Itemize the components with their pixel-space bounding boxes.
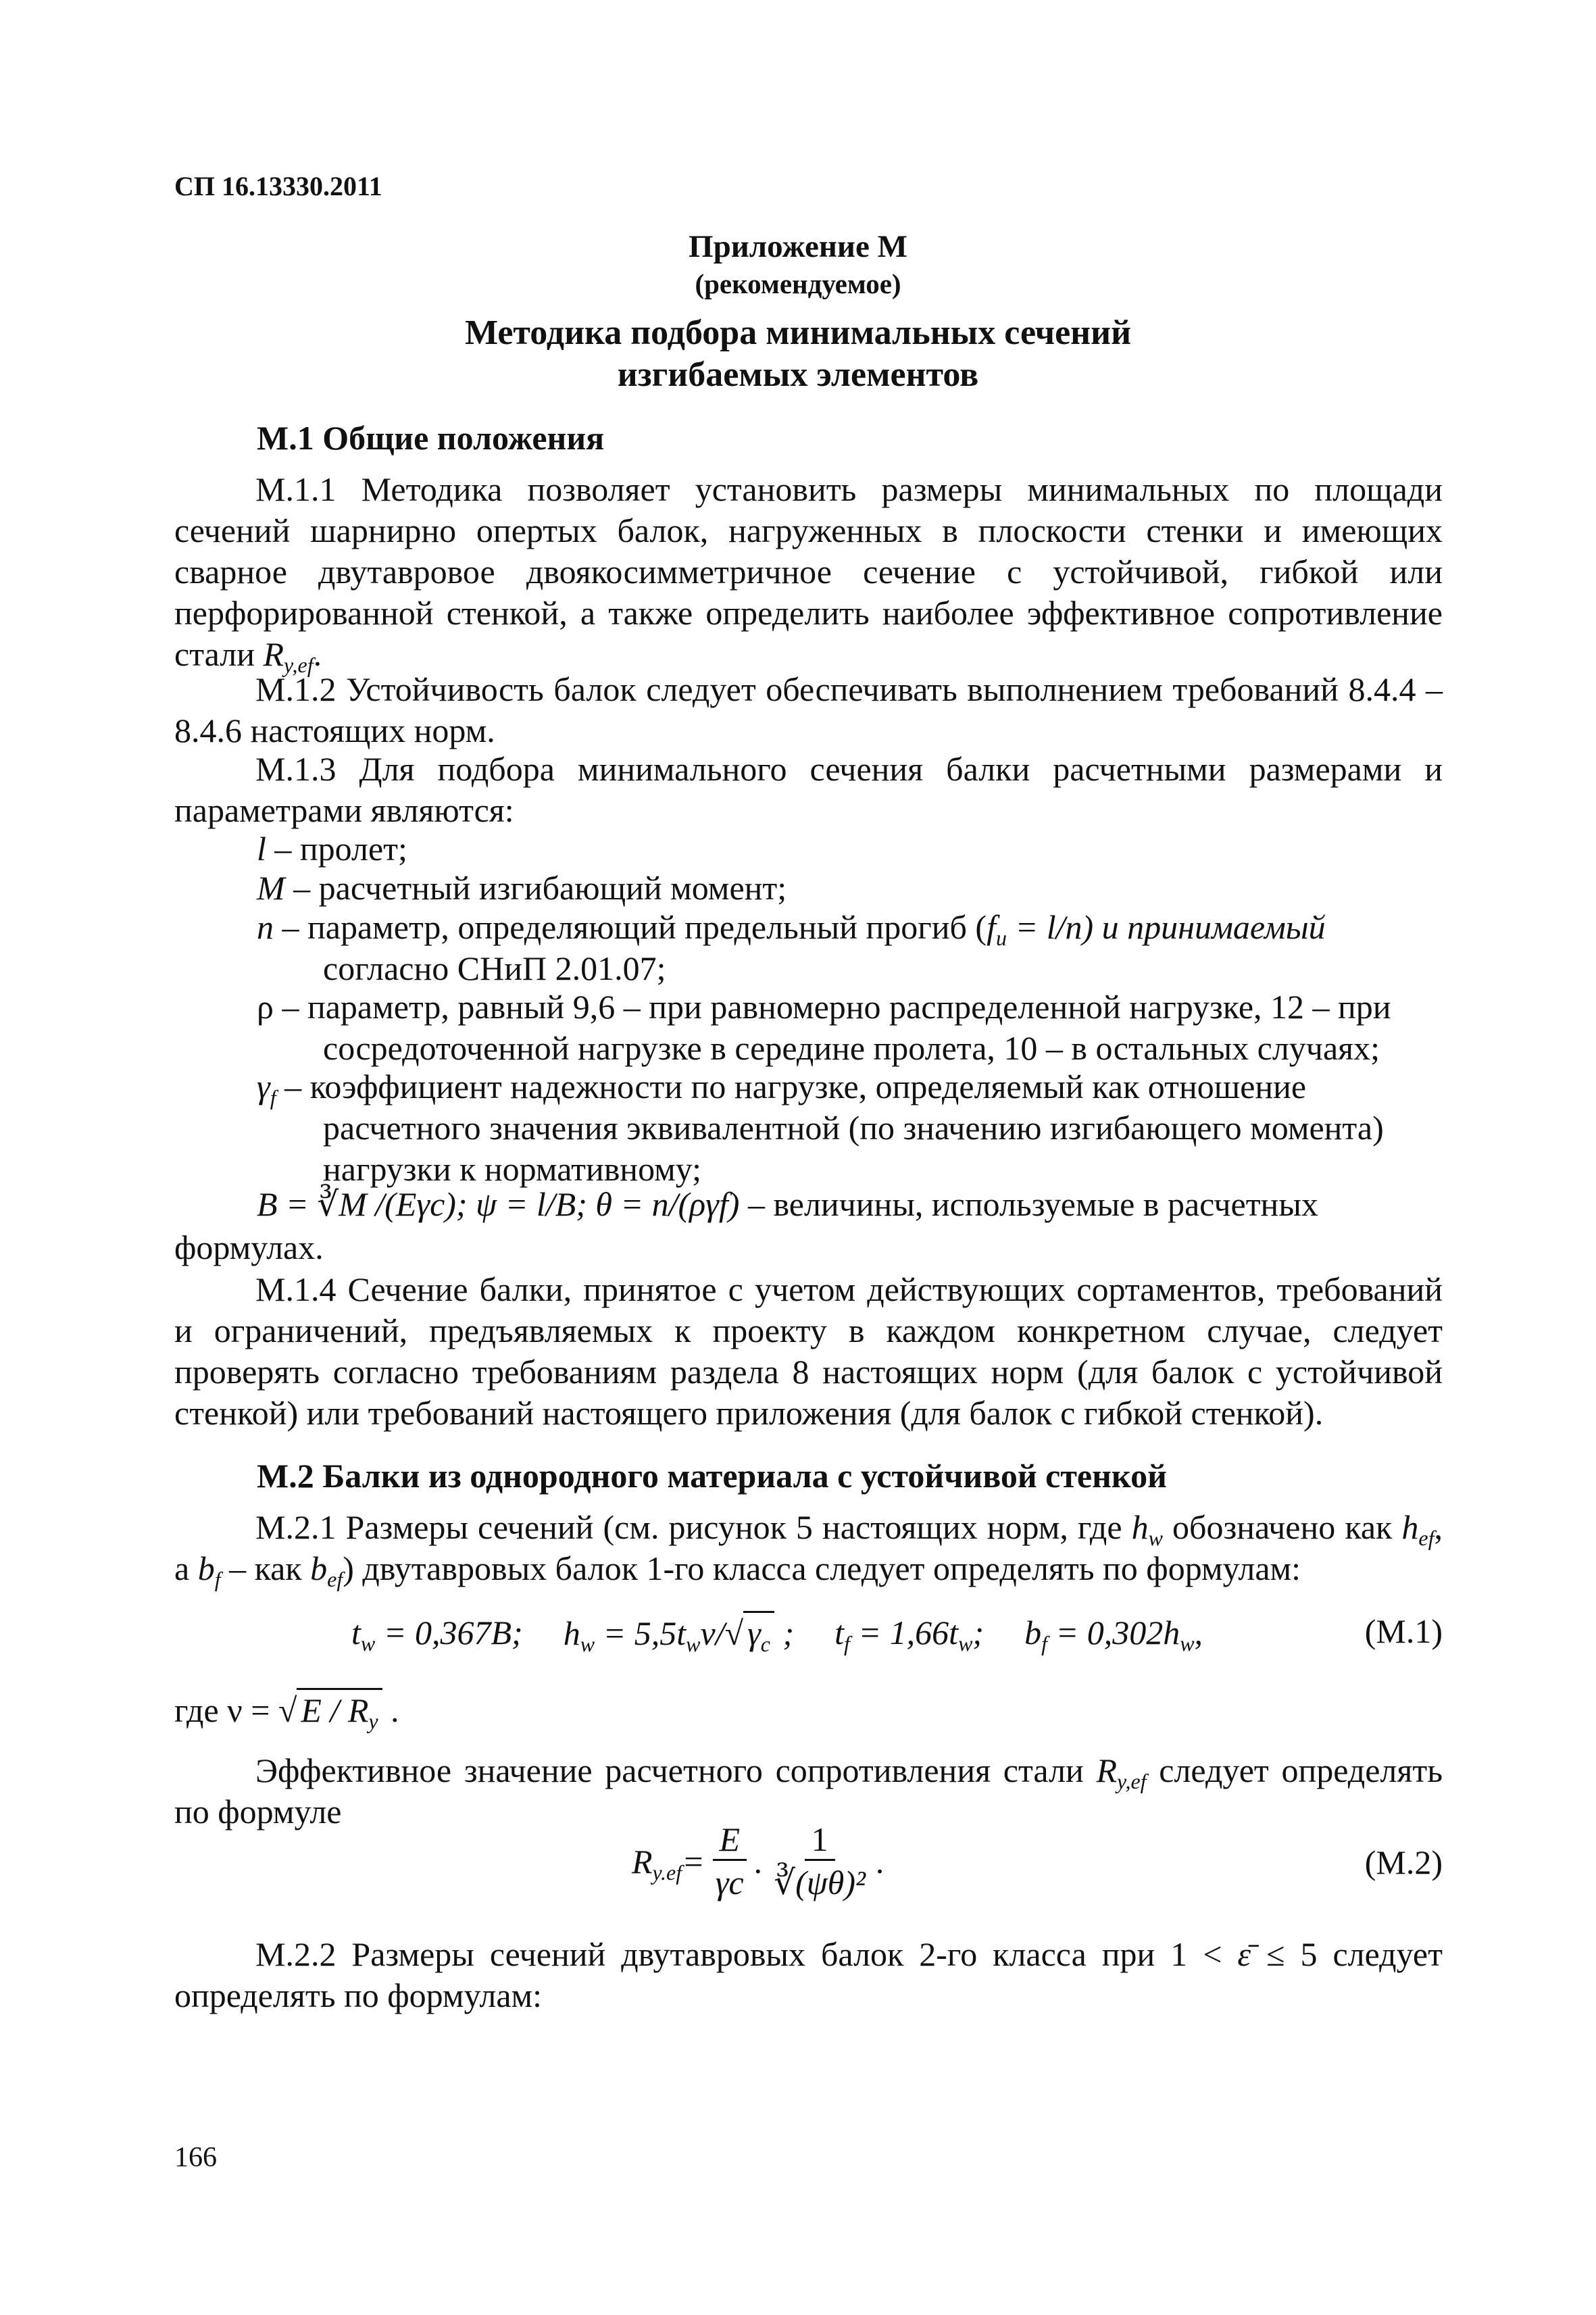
formula-b-text: B = ∛M /(Eγc); ψ = l/B; θ = n/(ργf) bbox=[257, 1185, 740, 1223]
definition-l: l – пролет; bbox=[257, 830, 407, 868]
page-number: 166 bbox=[174, 2142, 217, 2173]
where-nu: где ν = √ E / $R_y$ . bbox=[174, 1688, 399, 1731]
formula-b-psi-theta bbox=[257, 1184, 1443, 1225]
definition-n: n – параметр, определяющий предельный прогиб $(f_u = l/n)$ и принимаемый согласно СНиП 2.01.07; bbox=[257, 908, 1326, 987]
eq2-fraction-e-gamma: $\frac{E}{\gamma c}$ bbox=[709, 1820, 751, 1904]
eq1-term-hw: $h_w = 5,5t_w\nu/√$ $\gamma_c$ ; bbox=[564, 1611, 794, 1654]
paragraph-m11: М.1.1 Методика позволяет установить размеры минимальных по площади сечений шарнирно опертых балок, нагруженных в плоскости стенки и имеющих сварное двутавровое двоякосимметричное сечение с устойчивой, гибкой или перфорированной стенкой, а также определить наиболее эффективное сопротивление стали $R_{y,ef}$. bbox=[174, 470, 1443, 677]
equation-number-m1: (М.1) bbox=[1364, 1612, 1443, 1650]
eq1-term-bf: $b_f = 0,302h_w$, bbox=[1024, 1613, 1203, 1656]
appendix-title: Приложение М bbox=[689, 229, 907, 264]
paragraph-m11-text: М.1.1 Методика позволяет установить размеры минимальных по площади сечений шарнирно опертых балок, нагруженных в плоскости стенки и имеющих сварное двутавровое двоякосимметричное сечение с устойчивой, гибкой или перфорированной стенкой, а также определить наиболее эффективное сопротивление стали bbox=[174, 470, 1443, 673]
symbol-r-yef: $R_{y,ef}$ bbox=[263, 635, 314, 677]
equation-number-m2: (М.2) bbox=[1364, 1843, 1443, 1881]
definition-rho: ρ – параметр, равный 9,6 – при равномерно распределенной нагрузке, 12 – при сосредоточенной нагрузке в середине пролета, 10 – в остальных случаях; bbox=[257, 988, 1391, 1067]
symbol-rho: ρ bbox=[257, 988, 274, 1026]
eq1-term-tw: $t_w = 0,367B$; bbox=[351, 1613, 523, 1656]
section-heading-2: М.2 Балки из однородного материала с устойчивой стенкой bbox=[257, 1457, 1167, 1495]
appendix-subtitle: (рекомендуемое) bbox=[695, 268, 901, 299]
paragraph-m13: М.1.3 Для подбора минимального сечения балки расчетными размерами и параметрами являются: bbox=[174, 750, 1443, 829]
definition-m: M – расчетный изгибающий момент; bbox=[257, 869, 787, 907]
symbol-gamma-f: $\gamma_f$ bbox=[257, 1068, 276, 1110]
paragraph-m12: М.1.2 Устойчивость балок следует обеспечивать выполнением требований 8.4.4 – 8.4.6 настоящих норм. bbox=[174, 670, 1443, 749]
symbol-l: l bbox=[257, 830, 266, 868]
main-title-line1: Методика подбора минимальных сечений bbox=[464, 314, 1132, 352]
definition-gamma-f: $\gamma_f$ – коэффициент надежности по нагрузке, определяемый как отношение расчетного значения эквивалентной (по значению изгибающего момента) нагрузки к нормативному; bbox=[257, 1068, 1384, 1188]
paragraph-m21: М.2.1 Размеры сечений (см. рисунок 5 настоящих норм, где $h_w$ обозначено как $h_{ef}$, а $b_f$ – как $b_{ef}$) двутавровых балок 1-го класса следует определять по формулам: bbox=[174, 1508, 1443, 1591]
equation-m1 bbox=[351, 1611, 1443, 1654]
paragraph-m14: М.1.4 Сечение балки, принятое с учетом действующих сортаментов, требований и ограничений, предъявляемых к проекту в каждом конкретном случае, следует проверять согласно требованиям раздела 8 настоящих норм (для балок с устойчивой стенкой) или требований настоящего приложения (для балок с гибкой стенкой). bbox=[174, 1270, 1443, 1432]
paragraph-m22: М.2.2 Размеры сечений двутавровых балок 2-го класса при 1 < ε̄ ≤ 5 следует определять по формулам: bbox=[174, 1935, 1443, 2014]
paragraph-effective: Эффективное значение расчетного сопротивления стали $R_{y,ef}$ следует определять по формуле bbox=[174, 1751, 1443, 1831]
main-title-line2: изгибаемых элементов bbox=[617, 355, 979, 394]
symbol-n: n bbox=[257, 908, 274, 946]
eq2-fraction-root: $\frac{1}{\text{∛(ψθ)²}}$ bbox=[774, 1820, 866, 1901]
formula-b-tail: – величины, используемые в расчетных bbox=[739, 1185, 1318, 1223]
formula-b-tail2: формулах. bbox=[174, 1228, 324, 1266]
section-heading-1: М.1 Общие положения bbox=[257, 419, 605, 457]
symbol-m: M bbox=[257, 869, 285, 907]
eq1-term-tf: $t_f = 1,66t_w$; bbox=[834, 1613, 984, 1656]
equation-m2: $R_{y.ef}$ = $\frac{E}{\gamma c}$ . $\frac{1}{\text{∛(ψθ)²}}$ . (М.2) bbox=[632, 1818, 1443, 1906]
main-title bbox=[0, 312, 1596, 396]
document-code: СП 16.13330.2011 bbox=[174, 171, 382, 201]
